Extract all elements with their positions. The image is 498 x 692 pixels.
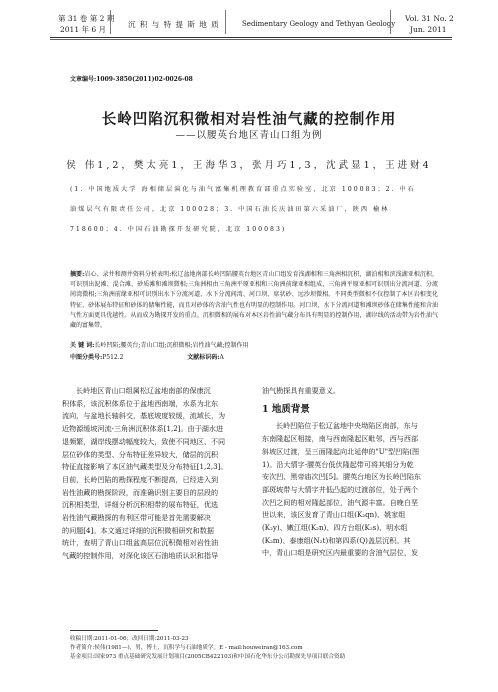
body-line: (K₂y)、嫩江组(K₂n)、四方台组(K₂s)、明水组 <box>262 523 408 533</box>
affiliation-line: 油煤层气有限责任公司，北京 100028；3. 中国石油长庆油田第六采油厂，陕西 榆林 <box>70 206 390 213</box>
keywords-row <box>70 340 438 349</box>
abstract-label: 摘要: <box>70 271 85 278</box>
body-line: 积体系，该沉积体系位于盆地西南端，水系为北东 <box>62 398 219 408</box>
affiliation-line: (1. 中国地质大学 海相储层演化与油气富集机理教育部重点实验室，北京 100083；2. 中石 <box>70 186 416 193</box>
body-line: 特征直接影响了本区油气藏类型及分布特征[1,2,3]。 <box>62 462 228 472</box>
journal-name-cn: 沉 积 与 特 提 斯 地 质 <box>128 20 220 29</box>
body-line: 岩性油气藏勘探的有利区带可能是首先需要解决 <box>62 513 211 523</box>
keywords-text: 长岭凹陷;腰英台;青山口组;沉积微相;岩性油气藏;控制作用 <box>94 342 249 349</box>
body-line: 流向，与盆地长轴斜交，基底坡度较缓，流域长，为 <box>62 411 226 421</box>
section-heading: 1 地质背景 <box>262 403 310 415</box>
header-divider <box>225 10 226 34</box>
body-line: 次凹之间的相对隆起部位，油气源丰富。自晚白垩 <box>262 497 419 507</box>
date-left: 2011 年 6 月 <box>60 25 107 34</box>
body-line: 长岭地区青山口组属松辽盆地南部的保康沉 <box>76 386 211 395</box>
classification-row <box>70 352 438 361</box>
clc-value: P512.2 <box>102 354 124 361</box>
header-rule <box>50 37 452 38</box>
footnote-received: 收稿日期:2011-01-06；改回日期:2011-03-23 <box>70 636 189 642</box>
footnote-rule <box>70 630 158 631</box>
keywords-label: 关 键 词: <box>70 342 95 349</box>
body-line: 目前，长岭凹陷的勘探程度不断提高，已经进入到 <box>62 474 219 484</box>
body-line: 油气勘探具有重要意义。 <box>262 386 341 395</box>
body-line: 中，青山口组是研究区内最重要的含油气层位，发 <box>262 548 419 558</box>
body-line: 近物源缓坡河流-三角洲沉积体系[1,2]。由于湖水进 <box>62 424 224 434</box>
body-line: 沉积相类型，详细分析沉积相带的展布特征，优选 <box>62 500 219 510</box>
body-line: 统计，查明了青山口组盆高层位沉积微相对岩性油 <box>62 538 219 548</box>
volume-issue-left: 第 31 卷 第 2 期 <box>58 14 115 23</box>
journal-name-en: Sedimentary Geology and Tethyan Geology <box>242 20 396 28</box>
paper-title: 长岭凹陷沉积微相对岩性油气藏的控制作用 <box>101 111 397 128</box>
footnote-author: 作者简介:侯伟(1981—)，男，博士，沉积学与石油地质学。E - mail:houweiran@163.com <box>70 645 303 651</box>
abstract-text: 岩心、录井和测井资料分析表明:松辽盆地南部长岭凹陷腰英台地区青山口组发育浅湖相和三角洲相沉积，湖泊相和滨浅湖亚相沉积，可识别出泥滩、混合滩、砂质滩和滩坝微相;三角洲相由三角洲平原亚相和三角洲前缘亚相组成，三角洲平原亚相可识别出分流河道、分流间湾微相;三角洲前缘亚相可识别出水下分流河道、水下分流间湾、河口坝、席状砂、远沙坝微相。不同类型微相不仅控制了本区岩相变化特征、砂体展布特征和砂体的储集性能，而且对砂体的含油气性也有明显的控制作用。河口坝、水下分流河道和滩坝砂体在储集性能和含油气性方面更具优越性。从而成为勘探开发的重点。沉积微相的展布对本区岩性油气藏分布具有明显的控制作用，湖岸线的活动带为岩性油气藏的富集带。 <box>70 271 438 330</box>
header-divider <box>390 10 391 34</box>
doc-code-value: A <box>219 354 224 361</box>
body-line: (K₂m)、泰康组(N₂t)和第四系(Q)盖层沉积。其 <box>262 535 411 545</box>
body-line: 安次凹、黑帝庙次凹[5]。腰英台地区为长岭凹陷东 <box>262 472 422 482</box>
article-id: 文章编号:1009-3850(2011)02-0026-08 <box>70 76 193 83</box>
body-line: 斜坡区过渡，呈三面隆起向北延伸的"U"型凹陷(图 <box>262 446 420 456</box>
header-rule-thin <box>50 39 452 40</box>
body-line: 东南隆起区相接，南与西南隆起区毗邻，西与西部 <box>262 434 419 444</box>
body-line: 长岭凹陷位于松辽盆地中央坳陷区南部，东与 <box>276 421 418 431</box>
body-line: 层位砂体的类型、分布特征差异较大，储层的沉积 <box>62 449 219 459</box>
body-line: 岩性油藏的勘探阶段，而准确识别主要目的层段的 <box>62 487 219 497</box>
body-line: 气藏的控制作用，对深化该区石油地质认识和指导 <box>62 551 219 561</box>
author-list: 侯 伟1,2，樊太亮1，王海华3，张月巧1,3，沈武显1，王进财4 <box>66 160 432 171</box>
affiliation-line: 718600；4. 中国石油勘探开发研究院，北京 100083) <box>70 226 287 233</box>
paper-subtitle: ——以腰英台地区青山口组为例 <box>175 130 323 141</box>
right-body-column <box>262 385 452 560</box>
body-line: 的问题[4]。本文通过详细的沉积微相研究和数据 <box>62 525 214 535</box>
body-line: 世以来，该区发育了青山口组(K₂qn)、姚家组 <box>262 510 406 520</box>
date-right: Jun. 2011 <box>410 25 447 34</box>
left-body-column <box>62 385 250 563</box>
doc-code-label: 文献标识码: <box>187 354 220 361</box>
body-line: 退频繁，湖岸线摆动幅度较大，致使不同地区、不同 <box>62 436 226 446</box>
header-divider <box>110 10 111 34</box>
volume-issue-right: Vol. 31 No. 2 <box>405 14 454 23</box>
body-line: 1)。沿大情字-腰英台低伏隆起带可将其细分为乾 <box>262 459 414 469</box>
footnote-funding: 基金项目:国家973 重点基础研究发展计划项目(2005CB422103)和中国石化华东分公司勘探先导项目联合资助 <box>70 654 346 660</box>
clc-label: 中图分类号: <box>70 354 103 361</box>
body-line: 部斑坡带与大情字井低凸起的过渡部位，处于两个 <box>262 484 419 494</box>
abstract-block <box>70 270 438 331</box>
